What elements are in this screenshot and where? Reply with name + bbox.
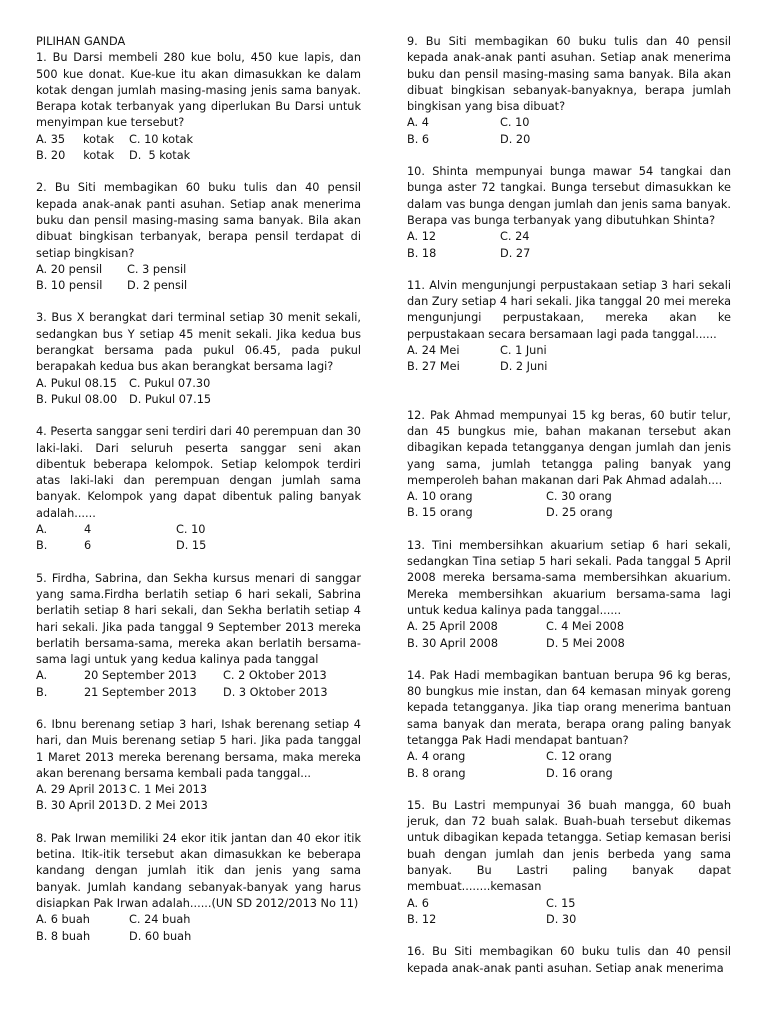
answer-options	[36, 912, 361, 945]
option-a[interactable]: A. 6 buah	[36, 913, 90, 927]
answer-options	[407, 343, 731, 376]
question-12	[407, 408, 731, 522]
answer-options	[36, 132, 361, 165]
option-b-letter: B.	[36, 539, 48, 553]
option-c[interactable]: C. 10 kotak	[129, 132, 193, 146]
option-c[interactable]: C. 2 Oktober 2013	[223, 669, 327, 683]
answer-options	[407, 115, 731, 148]
option-d[interactable]: D. 30	[546, 912, 577, 926]
option-b[interactable]: B. 20 kotak	[36, 149, 115, 163]
option-a[interactable]: A. 20 pensil	[36, 262, 103, 276]
option-d[interactable]: D. 2 Mei 2013	[129, 799, 208, 813]
option-c[interactable]: C. 12 orang	[546, 750, 612, 764]
question-stem: 5. Firdha, Sabrina, dan Sekha kursus menari di sanggar yang sama.Firdha berlatih setiap 6 hari sekali, Sabrina berlatih setiap 8 hari sekali, dan Sekha berlatih setiap 4 hari sekali. Jika pada tanggal 9 September 2013 mereka berlatih bersama-sama, mereka akan berlatih bersama-sama lagi untuk yang kedua kalinya pada tanggal	[36, 571, 361, 667]
option-c[interactable]: C. Pukul 07.30	[129, 376, 211, 390]
option-c[interactable]: C. 24 buah	[129, 913, 191, 927]
option-c[interactable]: C. 10	[500, 116, 530, 130]
question-stem: 9. Bu Siti membagikan 60 buku tulis dan 40 pensil kepada anak-anak panti asuhan. Setiap anak menerima buku dan pensil masing-masing sama banyak. Bila akan dibuat bingkisan sebanyak-banyaknya, berapa jumlah bingkisan yang bisa dibuat?	[407, 35, 731, 114]
option-c[interactable]: C. 24	[500, 230, 530, 244]
question-2	[36, 180, 361, 294]
question-14	[407, 668, 731, 782]
question-stem: 3. Bus X berangkat dari terminal setiap 30 menit sekali, sedangkan bus Y setiap 45 menit sekali. Jika kedua bus berangkat bersama pada pukul 06.45, pada pukul berapakah kedua bus akan berangkat bersama lagi?	[36, 311, 361, 374]
answer-options	[36, 782, 361, 815]
option-d[interactable]: D. 5 kotak	[129, 149, 191, 163]
question-stem: 2. Bu Siti membagikan 60 buku tulis dan 40 pensil kepada anak-anak panti asuhan. Setiap anak menerima buku dan pensil masing-masing sama banyak. Bila akan dibuat bingkisan terbanyak, berapa pensil terdapat di setiap bingkisan?	[36, 181, 361, 260]
option-a[interactable]: A. 29 April 2013	[36, 783, 127, 797]
question-stem: 14. Pak Hadi membagikan bantuan berupa 96 kg beras, 80 bungkus mie instan, dan 64 kemasan minyak goreng kepada tetangganya. Jika tiap orang menerima bantuan sama banyak dan merata, berapa orang paling banyak tetangga Pak Hadi mendapat bantuan?	[407, 668, 731, 747]
question-stem: 15. Bu Lastri mempunyai 36 buah mangga, 60 buah jeruk, dan 72 buah salak. Buah-buah tersebut dikemas untuk dibagikan kepada tetangga. Setiap kemasan berisi buah dengan jumlah dan jenis berbeda yang sama banyak. Bu Lastri paling banyak dapat membuat........kemasan	[407, 798, 731, 894]
option-b[interactable]: B. 27 Mei	[407, 360, 460, 374]
option-a[interactable]: A. 4	[407, 116, 429, 130]
option-a-letter: A.	[36, 523, 48, 537]
option-a[interactable]: A. 25 April 2008	[407, 620, 498, 634]
option-a[interactable]: 4	[84, 523, 92, 537]
option-d[interactable]: D. Pukul 07.15	[129, 392, 212, 406]
option-a[interactable]: 20 September 2013	[84, 669, 197, 683]
option-b[interactable]: B. 8 buah	[36, 929, 91, 943]
option-b[interactable]: B. 18	[407, 246, 437, 260]
option-a[interactable]: A. 4 orang	[407, 750, 466, 764]
option-c[interactable]: C. 30 orang	[546, 490, 612, 504]
option-d[interactable]: D. 2 Juni	[500, 360, 548, 374]
option-c[interactable]: C. 4 Mei 2008	[546, 620, 625, 634]
option-b[interactable]: B. 12	[407, 912, 437, 926]
question-3	[36, 310, 361, 408]
answer-options	[36, 376, 361, 409]
section-heading: PILIHAN GANDA	[36, 35, 126, 48]
option-b[interactable]: 6	[84, 539, 92, 553]
question-10	[407, 164, 731, 262]
question-stem: 16. Bu Siti membagikan 60 buku tulis dan 40 pensil kepada anak-anak panti asuhan. Setiap anak menerima	[407, 945, 731, 975]
left-column	[36, 34, 361, 945]
question-11	[407, 278, 731, 376]
answer-options	[407, 229, 731, 262]
option-c[interactable]: C. 10	[176, 523, 206, 537]
option-a[interactable]: A. 24 Mei	[407, 344, 460, 358]
question-stem: 13. Tini membersihkan akuarium setiap 6 hari sekali, sedangkan Tina setiap 5 hari sekali. Pada tanggal 5 April 2008 mereka bersama-sama membersihkan akuarium. Mereka membersihkan akuarium bersama-sama lagi untuk kedua kalinya pada tanggal......	[407, 538, 731, 617]
question-8	[36, 831, 361, 945]
question-13	[407, 538, 731, 652]
option-c[interactable]: C. 15	[546, 896, 576, 910]
question-stem: 8. Pak Irwan memiliki 24 ekor itik jantan dan 40 ekor itik betina. Itik-itik tersebut akan dimasukkan ke beberapa kandang dengan jumlah itik dan jenis yang sama banyak. Jumlah kandang sebanyak-banyak yang harus disiapkan Pak Irwan adalah......(UN SD 2012/2013 No 11)	[36, 831, 361, 910]
question-stem: 6. Ibnu berenang setiap 3 hari, Ishak berenang setiap 4 hari, dan Muis berenang setiap 5 hari. Jika pada tanggal 1 Maret 2013 mereka berenang bersama, maka mereka akan berenang bersama kembali pada tanggal...	[36, 717, 361, 780]
question-stem: 11. Alvin mengunjungi perpustakaan setiap 3 hari sekali dan Zury setiap 4 hari sekali. Jika tanggal 20 mei mereka mengunjungi perpustakaan, mereka akan ke perpustakaan secara bersamaan lagi pada tanggal......	[407, 278, 731, 341]
question-6	[36, 717, 361, 815]
right-column	[407, 34, 731, 977]
question-stem: 4. Peserta sanggar seni terdiri dari 40 perempuan dan 30 laki-laki. Dari seluruh peserta sanggar seni akan dibentuk beberapa kelompok. Setiap kelompok terdiri atas laki-laki dan perempuan dengan jumlah sama banyak. Kelompok yang dapat dibentuk paling banyak adalah......	[36, 425, 361, 520]
option-b[interactable]: B. 6	[407, 132, 430, 146]
option-d[interactable]: D. 2 pensil	[127, 279, 188, 293]
option-b[interactable]: B. 30 April 2008	[407, 636, 499, 650]
answer-options	[36, 262, 361, 295]
question-16	[407, 944, 731, 977]
question-9	[407, 34, 731, 148]
question-1	[36, 50, 361, 164]
answer-options	[36, 522, 361, 555]
option-d[interactable]: D. 3 Oktober 2013	[223, 685, 328, 699]
option-a[interactable]: A. 6	[407, 896, 429, 910]
question-5	[36, 571, 361, 701]
option-a[interactable]: A. Pukul 08.15	[36, 376, 117, 390]
answer-options	[407, 619, 731, 652]
answer-options	[407, 489, 731, 522]
option-b-letter: B.	[36, 685, 48, 699]
option-a[interactable]: A. 35 kotak	[36, 132, 114, 146]
option-d[interactable]: D. 15	[176, 539, 207, 553]
option-b[interactable]: B. Pukul 08.00	[36, 392, 118, 406]
option-d[interactable]: D. 16 orang	[546, 766, 613, 780]
answer-options	[407, 749, 731, 782]
question-stem: 12. Pak Ahmad mempunyai 15 kg beras, 60 butir telur, dan 45 bungkus mie, bahan makanan tersebut akan dibagikan kepada tetangganya dengan jumlah dan jenis yang sama, jumlah tetangga paling banyak yang memperoleh bahan makanan dari Pak Ahmad adalah....	[407, 408, 731, 487]
option-a-letter: A.	[36, 669, 48, 683]
option-d[interactable]: D. 5 Mei 2008	[546, 636, 625, 650]
option-a[interactable]: A. 10 orang	[407, 490, 473, 504]
answer-options	[407, 896, 731, 929]
option-c[interactable]: C. 1 Juni	[500, 344, 547, 358]
option-c[interactable]: C. 3 pensil	[127, 262, 187, 276]
question-15	[407, 798, 731, 928]
question-stem: 1. Bu Darsi membeli 280 kue bolu, 450 kue lapis, dan 500 kue donat. Kue-kue itu akan dimasukkan ke dalam kotak dengan jumlah masing-masing jenis sama banyak. Berapa kotak terbanyak yang diperlukan Bu Darsi untuk menyimpan kue tersebut?	[36, 51, 361, 130]
option-a[interactable]: A. 12	[407, 230, 437, 244]
answer-options	[36, 668, 361, 701]
option-b[interactable]: B. 15 orang	[407, 506, 473, 520]
option-b[interactable]: B. 10 pensil	[36, 279, 103, 293]
option-d[interactable]: D. 60 buah	[129, 929, 192, 943]
option-c[interactable]: C. 1 Mei 2013	[129, 783, 208, 797]
option-d[interactable]: D. 25 orang	[546, 506, 613, 520]
option-b[interactable]: 21 September 2013	[84, 685, 197, 699]
option-b[interactable]: B. 8 orang	[407, 766, 466, 780]
question-4	[36, 424, 361, 554]
option-d[interactable]: D. 27	[500, 246, 531, 260]
option-d[interactable]: D. 20	[500, 132, 531, 146]
option-b[interactable]: B. 30 April 2013	[36, 799, 128, 813]
question-stem: 10. Shinta mempunyai bunga mawar 54 tangkai dan bunga aster 72 tangkai. Bunga tersebut dimasukkan ke dalam vas bunga dengan jumlah dan jenis sama banyak. Berapa vas bunga terbanyak yang dibutuhkan Shinta?	[407, 165, 731, 227]
